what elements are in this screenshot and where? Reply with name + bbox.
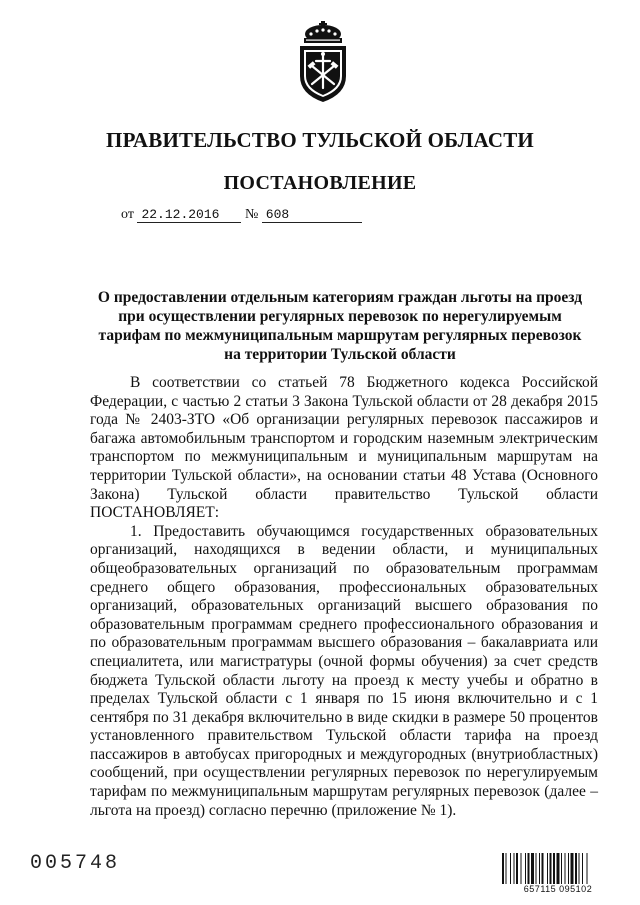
document-date: 22.12.2016 bbox=[137, 208, 241, 223]
date-prefix: от bbox=[121, 207, 134, 222]
clause-paragraph: 1. Предоставить обучающимся государственных образовательных организаций, находящихся в ведении области, и муниципальных общеобразовательных организаций по образовательным программам среднего общего образования, профессиональных образовательных организаций, образовательных организаций высшего образования по образовательным программам среднего профессионального образования и по образовательным программам высшего образования – бакалавриата или специалитета, или магистратуры (очной формы обучения) за счет средств бюджета Тульской области льготу на проезд к месту учебы и обратно в пределах Тульской области с 1 января по 15 июня включительно и с 1 сентября по 31 декабря включительно в виде скидки в размере 50 процентов установленного правительством Тульской области тарифа на проезд пассажиров в автобусах пригородных и междугородных (внутриобластных) сообщений, при осуществлении регулярных перевозок по нерегулируемым тарифам по межмуниципальным маршрутам регулярных перевозок (далее – льгота на проезд) согласно перечню (приложение № 1). bbox=[90, 522, 598, 819]
document-subject: О предоставлении отдельным категориям граждан льготы на проезд при осуществлении регулярных перевозок по нерегулируемым тарифам по межмуниципальным маршрутам регулярных перевозок на территории Тульской области bbox=[97, 289, 583, 363]
number-prefix: № bbox=[244, 207, 259, 222]
government-title: ПРАВИТЕЛЬСТВО ТУЛЬСКОЙ ОБЛАСТИ bbox=[106, 128, 534, 152]
date-number-line bbox=[121, 207, 362, 223]
preamble-paragraph: В соответствии со статьей 78 Бюджетного кодекса Российской Федерации, с частью 2 статьи 3 Закона Тульской области от 28 декабря 2015 года № 2403-ЗТО «Об организации регулярных перевозок пассажиров и багажа автомобильным транспортом и городским наземным электрическим транспортом по межмуниципальным и муниципальным маршрутам на территории Тульской области», на основании статьи 48 Устава (Основного Закона) Тульской области правительство Тульской области ПОСТАНОВЛЯЕТ: bbox=[90, 374, 598, 522]
tula-coat-of-arms-icon bbox=[294, 20, 352, 104]
document-body bbox=[90, 374, 598, 820]
barcode-number: 657115 095102 bbox=[498, 884, 618, 894]
document-type: ПОСТАНОВЛЕНИЕ bbox=[223, 172, 417, 194]
document-number: 608 bbox=[262, 208, 362, 223]
serial-number: 005748 bbox=[30, 852, 121, 875]
